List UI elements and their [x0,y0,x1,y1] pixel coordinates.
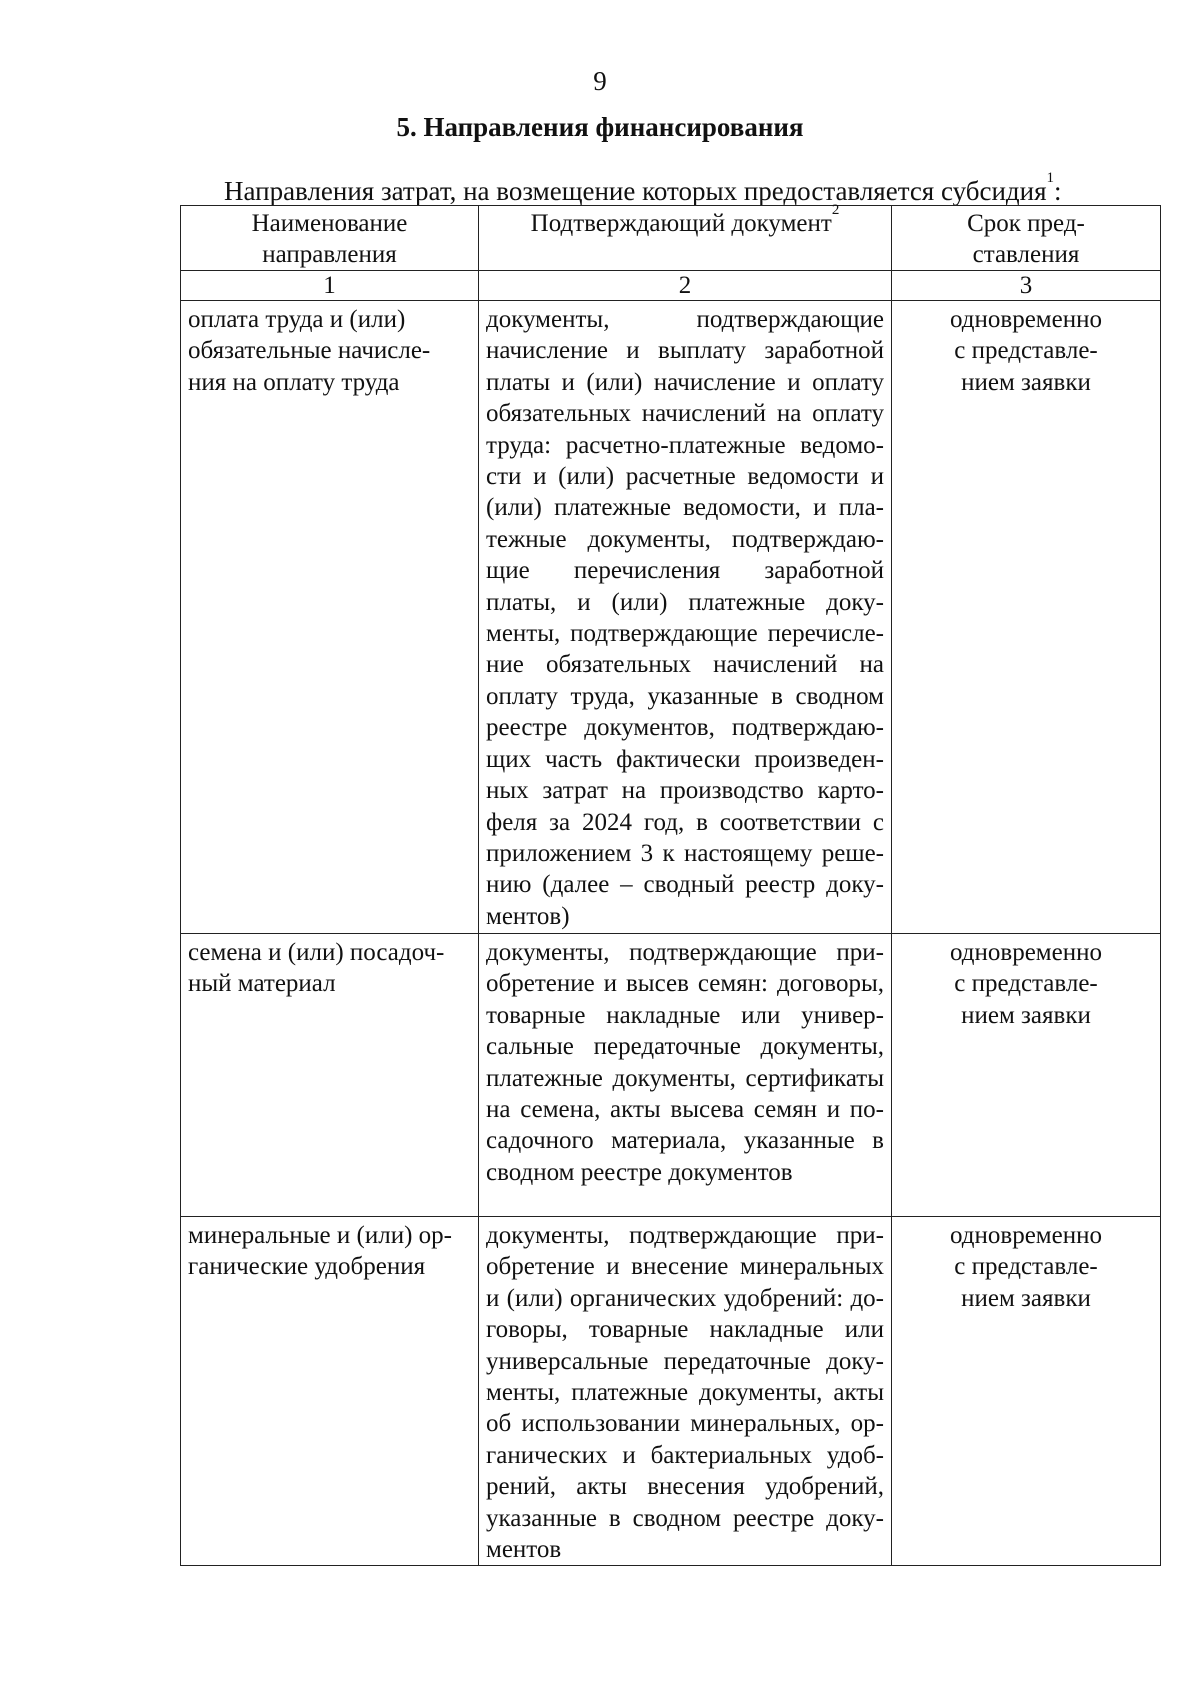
confirming-document-line: щих часть фактически произведен- [486,745,884,773]
confirming-document-line: ганических и бактериальных удоб- [486,1441,884,1469]
submission-term-cell [892,1217,1161,1566]
confirming-document-line: обретение и внесение минеральных [486,1253,884,1281]
confirming-document-line: платы, и (или) платежные доку- [486,588,884,616]
header-confirming-document [479,202,892,271]
confirming-document-line: универсальные передаточные доку- [486,1347,884,1375]
submission-term-cell [892,301,1161,934]
confirming-document-line: приложением 3 к настоящему реше- [486,839,884,867]
confirming-document-line: обретение и высев семян: договоры, [486,970,884,998]
column-number: 1 [181,271,479,301]
confirming-document-line: рений, акты внесения удобрений, [486,1473,884,1501]
direction-name-line: оплата труда и (или) [188,306,406,333]
table-row [181,1217,1161,1566]
table-header-row [181,206,1161,271]
confirming-document-line: и (или) органических удобрений: до- [486,1284,884,1312]
column-number-row [181,271,1161,301]
confirming-document-line: товарные накладные или универ- [486,1001,884,1029]
confirming-document-line: на семена, акты высева семян и по- [486,1096,884,1124]
direction-name-line: обязательные начисле- [188,337,431,365]
submission-term-line: одновременно [950,306,1102,333]
header-direction-name-line: направления [262,241,397,268]
table-row [181,301,1161,934]
confirming-document-line: сти и (или) расчетные ведомости и [486,463,884,491]
page-number: 9 [593,66,607,96]
confirming-document-line: ных затрат на производство карто- [486,777,884,805]
confirming-document-line: (или) платежные ведомости, и пла- [486,494,884,522]
footnote-mark-1: 1 [1046,170,1055,186]
confirming-document-line: документы, подтверждающие при- [486,1222,884,1249]
column-number: 2 [479,271,892,301]
confirming-document-line: ние обязательных начислений на [486,651,884,679]
direction-name-cell [181,934,479,1217]
intro-suffix: : [1054,176,1062,206]
confirming-document-line: щие перечисления заработной [486,557,884,585]
confirming-document-cell [479,301,892,934]
submission-term-line: с представле- [954,970,1098,998]
funding-directions-table [180,202,1161,1566]
confirming-document-line: реестре документов, подтверждаю- [486,714,884,742]
footnote-mark-2: 2 [831,202,840,218]
confirming-document-cell [479,1217,892,1566]
confirming-document-line: обязательных начислений на оплату [486,400,884,428]
confirming-document-line: сводном реестре документов [486,1158,793,1186]
confirming-document-line: садочного материала, указанные в [486,1127,884,1155]
header-direction-name-line: Наименование [251,210,408,237]
submission-term-cell [892,934,1161,1217]
submission-term-line: с представле- [954,1253,1098,1281]
confirming-document-line: об использовании минеральных, ор- [486,1410,884,1438]
confirming-document-line: менты, платежные документы, акты [486,1379,884,1407]
direction-name-line: ный материал [188,970,336,998]
confirming-document-line: нию (далее – сводный реестр доку- [486,871,884,899]
confirming-document-line: менты, подтверждающие перечисле- [486,620,884,648]
column-number: 3 [892,271,1161,301]
direction-name-line: семена и (или) посадоч- [188,939,445,966]
confirming-document-line: оплату труда, указанные в сводном [486,682,884,710]
confirming-document-line: начисление и выплату заработной [486,337,884,365]
direction-name-cell [181,1217,479,1566]
table-intro [224,170,1062,206]
submission-term-line: нием заявки [961,368,1091,396]
confirming-document-line: ментов [486,1536,562,1564]
confirming-document-line: труда: расчетно-платежные ведомо- [486,431,884,459]
submission-term-line: одновременно [950,1222,1102,1249]
intro-text: Направления затрат, на возмещение которых предоставляется субсидия [224,176,1047,206]
confirming-document-line: платы и (или) начисление и оплату [486,368,884,396]
direction-name-line: ганические удобрения [188,1253,426,1281]
confirming-document-line: тежные документы, подтверждаю- [486,525,884,553]
header-submission-term [892,206,1161,271]
header-submission-term-line: ставления [972,241,1080,268]
table-row [181,934,1161,1217]
section-title: 5. Направления финансирования [396,112,804,142]
submission-term-line: нием заявки [961,1284,1091,1312]
header-confirming-document-text: Подтверждающий документ [530,210,832,237]
confirming-document-line: сальные передаточные документы, [486,1033,884,1061]
submission-term-line: одновременно [950,939,1102,966]
confirming-document-line: платежные документы, сертификаты [486,1064,884,1092]
confirming-document-line: ментов) [486,902,570,930]
direction-name-cell [181,301,479,934]
submission-term-line: нием заявки [961,1001,1091,1029]
header-submission-term-line: Срок пред- [967,210,1085,237]
confirming-document-line: говоры, товарные накладные или [486,1316,884,1344]
direction-name-line: минеральные и (или) ор- [188,1222,452,1249]
confirming-document-line: документы, подтверждающие [486,306,884,333]
confirming-document-line: феля за 2024 год, в соответствии с [486,808,884,836]
confirming-document-cell [479,934,892,1217]
submission-term-line: с представле- [954,337,1098,365]
direction-name-line: ния на оплату труда [188,368,400,396]
confirming-document-line: документы, подтверждающие при- [486,939,884,966]
header-direction-name [181,206,479,271]
confirming-document-line: указанные в сводном реестре доку- [486,1504,884,1532]
